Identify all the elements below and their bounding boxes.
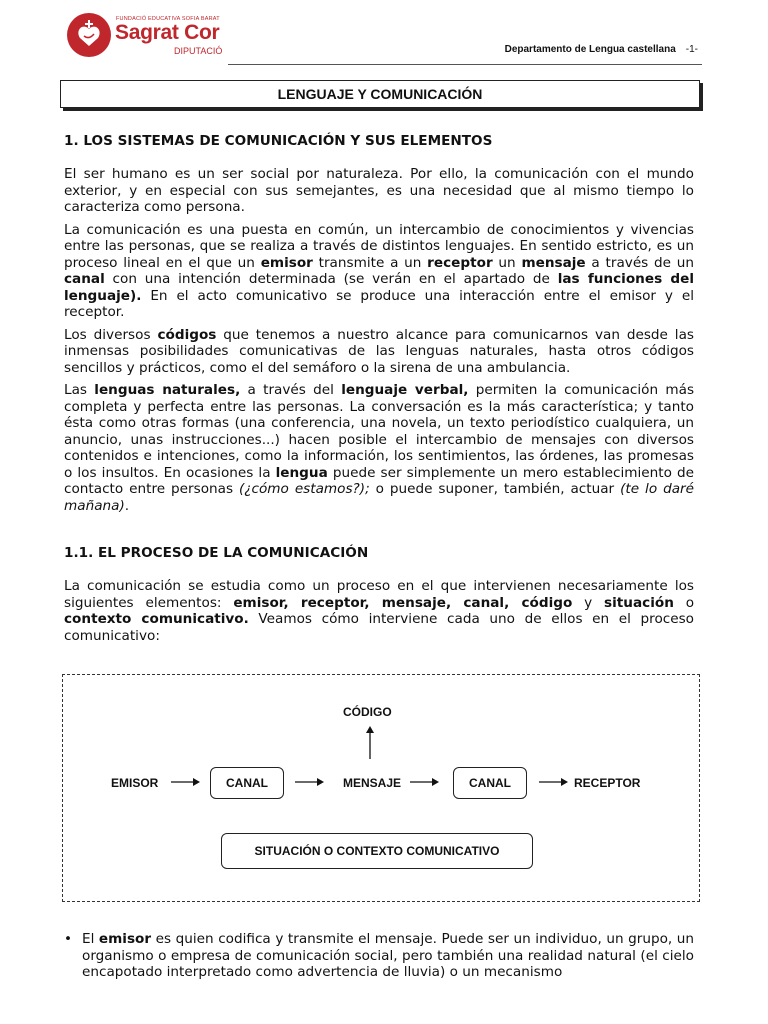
right-arrow-icon bbox=[410, 775, 440, 789]
diagram-emisor: EMISOR bbox=[111, 776, 159, 790]
document-title: LENGUAJE Y COMUNICACIÓN bbox=[60, 80, 700, 108]
process-paragraph: La comunicación se estudia como un proceso en el que intervienen necesariamente los siguientes elementos: emisor, receptor, mensaje, canal, código y situación o contexto comunicativo. Veamos cómo interviene cada uno de ellos en el proceso comunicativo: bbox=[64, 578, 695, 644]
bullet-dot: • bbox=[64, 931, 73, 947]
foundation-name: FUNDACIÓ EDUCATIVA SOFIA BARAT bbox=[116, 16, 220, 22]
section-1-heading: 1. LOS SISTEMAS DE COMUNICACIÓN Y SUS ELEMENTOS bbox=[64, 133, 493, 149]
department-name: Departamento de Lengua castellana bbox=[504, 44, 676, 55]
section-1-1-heading: 1.1. EL PROCESO DE LA COMUNICACIÓN bbox=[64, 545, 369, 561]
department-header bbox=[505, 44, 698, 55]
header-divider bbox=[228, 64, 702, 65]
school-subtitle: DIPUTACIÓ bbox=[174, 46, 223, 56]
page-number: -1- bbox=[685, 44, 698, 55]
diagram-receptor: RECEPTOR bbox=[574, 776, 641, 790]
paragraph-3: Los diversos códigos que tenemos a nuestro alcance para comunicarnos van desde las inmensas posibilidades comunicativas de las lenguas naturales, hasta otros códigos sencillos y prácticos, como el del semáforo o la sirena de una ambulancia. bbox=[64, 326, 694, 376]
school-logo bbox=[66, 12, 226, 58]
sacred-heart-logo-icon bbox=[66, 12, 112, 58]
diagram-situacion: SITUACIÓN O CONTEXTO COMUNICATIVO bbox=[221, 833, 533, 869]
section-1-1-body bbox=[64, 578, 694, 644]
diagram-codigo: CÓDIGO bbox=[343, 705, 392, 719]
right-arrow-icon bbox=[171, 775, 201, 789]
diagram-canal-2: CANAL bbox=[453, 767, 527, 799]
diagram-mensaje: MENSAJE bbox=[343, 776, 402, 790]
paragraph-4: Las lenguas naturales, a través del lenguaje verbal, permiten la comunicación más completa y perfecta entre las personas. La conversación es la más característica; y tanto ésta como otras formas (una conferencia, una novela, un texto periodístico cualquiera, un anuncio, unas instrucciones...) hacen posible el intercambio de mensajes con diversos contenidos e intenciones, como la información, los sentimientos, las órdenes, las promesas o los insultos. En ocasiones la lengua puede ser simplemente un mero establecimiento de contacto entre personas (¿cómo estamos?); o puede suponer, también, actuar (te lo daré mañana). bbox=[64, 382, 695, 514]
bullet-emisor bbox=[64, 931, 694, 981]
paragraph-2: La comunicación es una puesta en común, un intercambio de conocimientos y vivencias entre las personas, que se realiza a través de distintos lenguajes. En sentido estricto, es un proceso lineal en el que un emisor transmite a un receptor un mensaje a través de un canal con una intención determinada (se verán en el apartado de las funciones del lenguaje). En el acto comunicativo se produce una interacción entre el emisor y el receptor. bbox=[64, 221, 695, 320]
up-arrow-icon bbox=[363, 725, 377, 761]
school-name: Sagrat Cor bbox=[115, 21, 220, 44]
bullet-emisor-text: El emisor es quien codifica y transmite el mensaje. Puede ser un individuo, un grupo, un organismo o empresa de comunicación social, pero también una realidad natural (el cielo encapotado interpretado como advertencia de lluvia) o un mecanismo bbox=[82, 931, 695, 980]
paragraph-1: El ser humano es un ser social por naturaleza. Por ello, la comunicación con el mundo exterior, y en especial con sus semejantes, es una necesidad que al mismo tiempo lo caracteriza como persona. bbox=[64, 166, 694, 215]
diagram-canal-1: CANAL bbox=[210, 767, 284, 799]
right-arrow-icon bbox=[295, 775, 325, 789]
right-arrow-icon bbox=[539, 775, 569, 789]
communication-diagram bbox=[62, 674, 700, 902]
section-1-body bbox=[64, 166, 694, 514]
